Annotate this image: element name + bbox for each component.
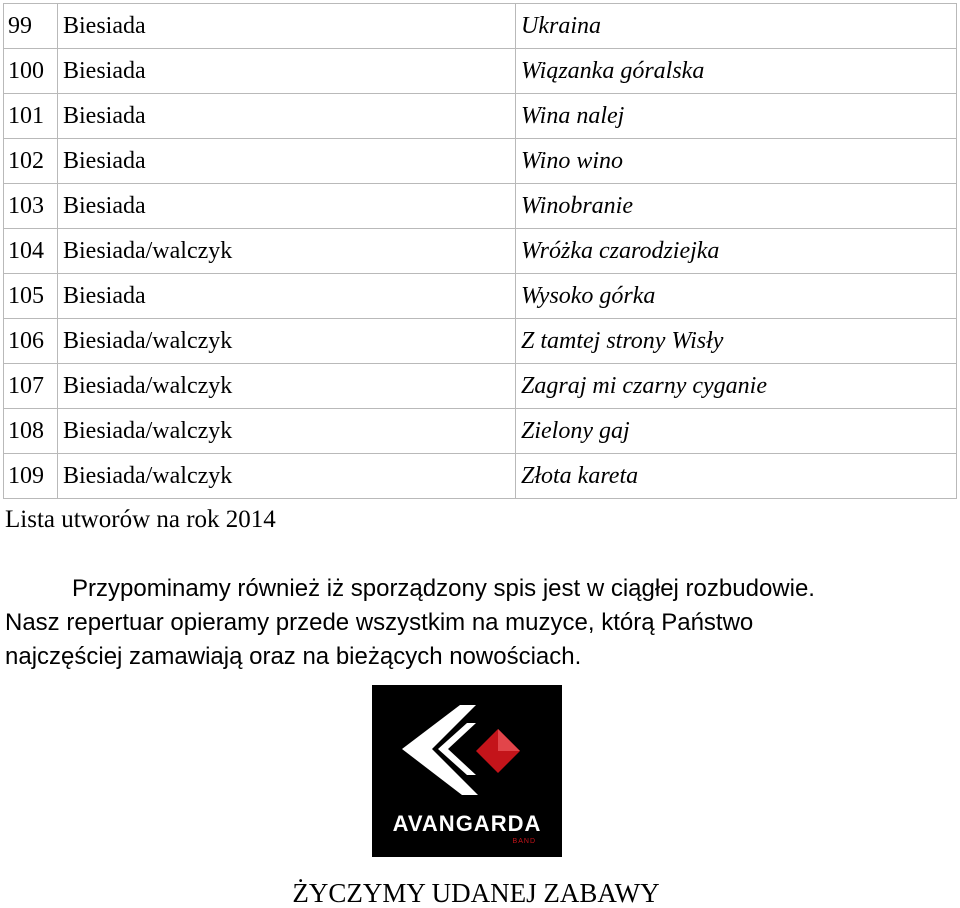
- song-number: 109: [4, 454, 58, 499]
- song-genre: Biesiada: [58, 94, 516, 139]
- notice-line: Przypominamy również iż sporządzony spis jest w ciągłej rozbudowie.: [72, 575, 815, 602]
- song-table: [3, 3, 957, 499]
- song-genre: Biesiada: [58, 49, 516, 94]
- song-title: Wróżka czarodziejka: [516, 229, 957, 274]
- song-title: Wysoko górka: [516, 274, 957, 319]
- song-title: Zagraj mi czarny cyganie: [516, 364, 957, 409]
- logo-subtitle: BAND: [512, 838, 536, 845]
- song-title: Wino wino: [516, 139, 957, 184]
- song-row: [4, 229, 957, 274]
- song-table-body: [4, 4, 957, 499]
- song-number: 106: [4, 319, 58, 364]
- song-row: [4, 94, 957, 139]
- song-title: Zielony gaj: [516, 409, 957, 454]
- song-genre: Biesiada/walczyk: [58, 319, 516, 364]
- song-row: [4, 454, 957, 499]
- song-number: 102: [4, 139, 58, 184]
- logo-graphic: [372, 685, 562, 857]
- avangarda-band-logo: [372, 685, 562, 857]
- song-genre: Biesiada/walczyk: [58, 229, 516, 274]
- song-genre: Biesiada/walczyk: [58, 409, 516, 454]
- song-title: Wiązanka góralska: [516, 49, 957, 94]
- song-row: [4, 139, 957, 184]
- song-title: Złota kareta: [516, 454, 957, 499]
- closing-message: ŻYCZYMY UDANEJ ZABAWY: [292, 878, 660, 908]
- song-number: 107: [4, 364, 58, 409]
- song-title: Wina nalej: [516, 94, 957, 139]
- list-caption: Lista utworów na rok 2014: [5, 506, 276, 533]
- song-genre: Biesiada/walczyk: [58, 454, 516, 499]
- notice-line: Nasz repertuar opieramy przede wszystkim na muzyce, którą Państwo: [5, 609, 754, 636]
- song-number: 104: [4, 229, 58, 274]
- song-row: [4, 49, 957, 94]
- song-number: 103: [4, 184, 58, 229]
- song-number: 100: [4, 49, 58, 94]
- song-title: Z tamtej strony Wisły: [516, 319, 957, 364]
- song-genre: Biesiada: [58, 139, 516, 184]
- notice-line: najczęściej zamawiają oraz na bieżących nowościach.: [5, 643, 582, 670]
- song-row: [4, 274, 957, 319]
- song-genre: Biesiada: [58, 4, 516, 49]
- song-number: 108: [4, 409, 58, 454]
- logo-diamond-highlight: [498, 729, 520, 751]
- song-row: [4, 364, 957, 409]
- song-row: [4, 4, 957, 49]
- song-title: Ukraina: [516, 4, 957, 49]
- notice-paragraph: [5, 572, 955, 674]
- song-title: Winobranie: [516, 184, 957, 229]
- song-number: 99: [4, 4, 58, 49]
- song-row: [4, 319, 957, 364]
- song-genre: Biesiada: [58, 184, 516, 229]
- song-row: [4, 184, 957, 229]
- logo-wordmark: AVANGARDA: [392, 811, 542, 836]
- song-number: 101: [4, 94, 58, 139]
- song-row: [4, 409, 957, 454]
- song-genre: Biesiada: [58, 274, 516, 319]
- song-genre: Biesiada/walczyk: [58, 364, 516, 409]
- song-number: 105: [4, 274, 58, 319]
